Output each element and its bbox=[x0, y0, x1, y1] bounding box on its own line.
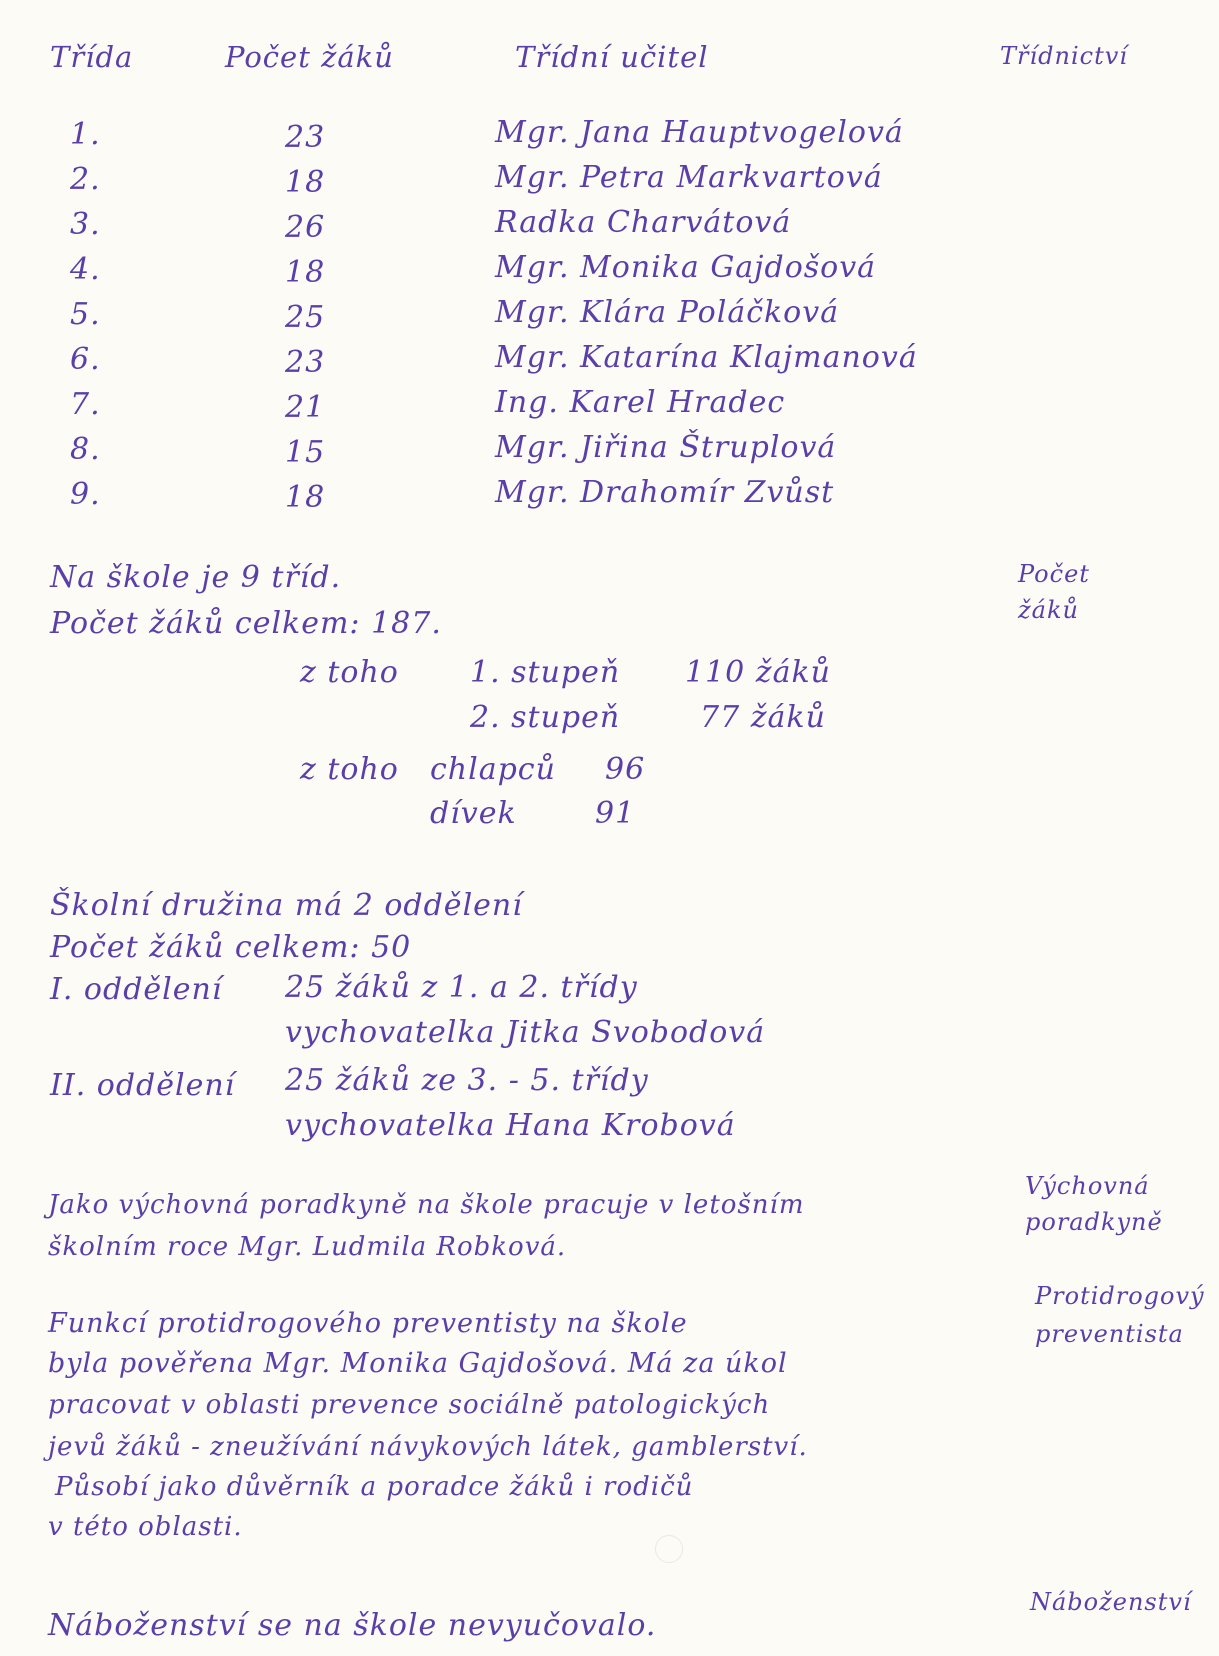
dept1-text: 25 žáků z 1. a 2. třídy bbox=[285, 970, 638, 1005]
prevention-line-3: pracovat v oblasti prevence sociálně patologických bbox=[48, 1390, 771, 1420]
prevention-line-4: jevů žáků - zneužívání návykových látek, gamblerství. bbox=[48, 1432, 808, 1462]
row-students: 18 bbox=[285, 480, 326, 515]
row-students: 21 bbox=[285, 390, 326, 425]
prevention-line-2: byla pověřena Mgr. Monika Gajdošová. Má za úkol bbox=[48, 1348, 788, 1379]
margin-note-count-2: žáků bbox=[1018, 596, 1079, 624]
row-students: 26 bbox=[285, 210, 326, 245]
stage1-prefix: z toho bbox=[300, 655, 399, 690]
row-students: 25 bbox=[285, 300, 326, 335]
dept2-tutor: vychovatelka Hana Krobová bbox=[285, 1108, 736, 1143]
boys-value: 96 bbox=[605, 752, 646, 787]
row-students: 18 bbox=[285, 255, 326, 290]
row-teacher: Mgr. Petra Markvartová bbox=[495, 160, 883, 195]
girls-value: 91 bbox=[595, 796, 636, 831]
total-students-line: Počet žáků celkem: 187. bbox=[50, 606, 442, 641]
row-teacher: Mgr. Katarína Klajmanová bbox=[495, 340, 918, 375]
counselor-line-2: školním roce Mgr. Ludmila Robková. bbox=[48, 1232, 567, 1262]
row-class: 1. bbox=[70, 117, 101, 152]
prevention-line-5: Působí jako důvěrník a poradce žáků i rodičů bbox=[55, 1472, 694, 1502]
stage2-label: 2. stupeň bbox=[470, 700, 621, 735]
margin-note-counselor-1: Výchovná bbox=[1025, 1172, 1150, 1200]
header-teacher: Třídní učitel bbox=[515, 40, 709, 74]
row-teacher: Mgr. Monika Gajdošová bbox=[495, 250, 877, 285]
row-teacher: Mgr. Klára Poláčková bbox=[495, 295, 840, 330]
row-teacher: Ing. Karel Hradec bbox=[495, 385, 786, 420]
row-class: 6. bbox=[70, 342, 101, 377]
header-students: Počet žáků bbox=[225, 40, 394, 74]
row-teacher: Mgr. Jana Hauptvogelová bbox=[495, 115, 904, 150]
row-class: 5. bbox=[70, 297, 101, 332]
boys-prefix: z toho bbox=[300, 752, 399, 787]
row-students: 23 bbox=[285, 345, 326, 380]
stage2-value: 77 žáků bbox=[700, 700, 826, 735]
row-students: 15 bbox=[285, 435, 326, 470]
punch-hole-mark bbox=[655, 1535, 683, 1563]
margin-note-count-1: Počet bbox=[1018, 560, 1090, 588]
row-teacher: Mgr. Jiřina Štruplová bbox=[495, 430, 837, 465]
row-class: 7. bbox=[70, 387, 101, 422]
row-students: 18 bbox=[285, 165, 326, 200]
stage1-value: 110 žáků bbox=[685, 655, 831, 690]
religion-line: Náboženství se na škole nevyučovalo. bbox=[48, 1608, 657, 1643]
stage1-label: 1. stupeň bbox=[470, 655, 621, 690]
dept1-tutor: vychovatelka Jitka Svobodová bbox=[285, 1015, 766, 1050]
counselor-line-1: Jako výchovná poradkyně na škole pracuje v letošním bbox=[48, 1190, 805, 1220]
row-students: 23 bbox=[285, 120, 326, 155]
dept2-label: II. oddělení bbox=[50, 1068, 236, 1103]
druzina-line1: Školní družina má 2 oddělení bbox=[50, 888, 523, 923]
header-class: Třída bbox=[50, 40, 134, 74]
boys-label: chlapců bbox=[430, 752, 556, 787]
dept2-text: 25 žáků ze 3. - 5. třídy bbox=[285, 1063, 649, 1098]
druzina-line2: Počet žáků celkem: 50 bbox=[50, 930, 412, 965]
margin-note-prevention-2: preventista bbox=[1035, 1320, 1184, 1348]
margin-note-class-teacher: Třídnictví bbox=[1000, 42, 1128, 70]
girls-label: dívek bbox=[430, 796, 517, 831]
row-class: 8. bbox=[70, 432, 101, 467]
margin-note-prevention-1: Protidrogový bbox=[1035, 1282, 1205, 1310]
classes-count-line: Na škole je 9 tříd. bbox=[50, 560, 342, 595]
row-class: 9. bbox=[70, 477, 101, 512]
margin-note-religion: Náboženství bbox=[1030, 1588, 1192, 1616]
row-class: 3. bbox=[70, 207, 101, 242]
dept1-label: I. oddělení bbox=[50, 972, 223, 1007]
prevention-line-1: Funkcí protidrogového preventisty na škole bbox=[48, 1308, 688, 1339]
row-class: 2. bbox=[70, 162, 101, 197]
row-class: 4. bbox=[70, 252, 101, 287]
row-teacher: Radka Charvátová bbox=[495, 205, 792, 240]
margin-note-counselor-2: poradkyně bbox=[1025, 1208, 1163, 1236]
row-teacher: Mgr. Drahomír Zvůst bbox=[495, 475, 835, 510]
prevention-line-6: v této oblasti. bbox=[48, 1512, 243, 1542]
